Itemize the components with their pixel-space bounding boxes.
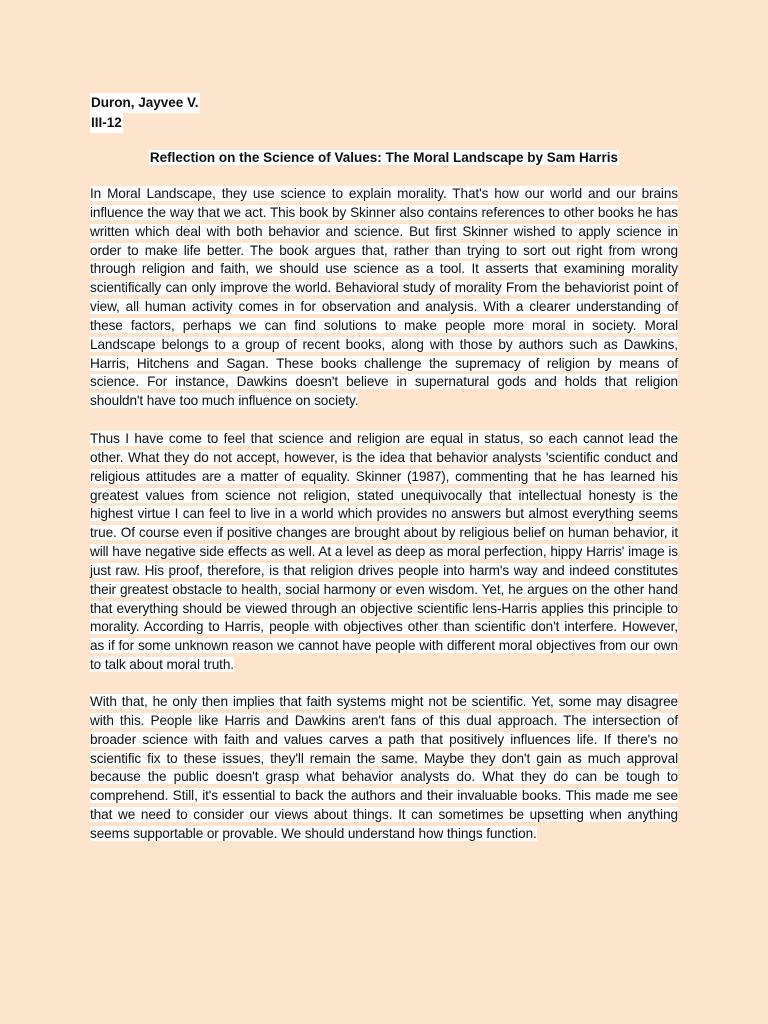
document-title: Reflection on the Science of Values: The Moral Landscape by Sam Harris bbox=[149, 150, 619, 165]
paragraph-3-text: With that, he only then implies that faith systems might not be scientific. Yet, some may disagree with this. People like Harris and Dawkins aren't fans of this dual approach. The intersection of broader science with faith and values carves a path that positively influences life. If there's no scientific fix to these issues, they'll remain the same. Maybe they don't gain as much approval because the public doesn't grasp what behavior analysts do. What they do can be tough to comprehend. Still, it's essential to back the authors and their invaluable books. This made me see that we need to consider our views about things. It can sometimes be upsetting when anything seems supportable or provable. We should understand how things function. bbox=[90, 694, 678, 841]
paragraph-1-text: In Moral Landscape, they use science to explain morality. That's how our world and our brains influence the way that we act. This book by Skinner also contains references to other books he has written which deal with both behavior and science. But first Skinner wished to apply science in order to make life better. The book argues that, rather than trying to sort out right from wrong through religion and faith, we should use science as a tool. It asserts that examining morality scientifically can only improve the world. Behavioral study of morality From the behaviorist point of view, all human activity comes in for observation and analysis. With a clearer understanding of these factors, perhaps we can find solutions to make people more moral in society. Moral Landscape belongs to a group of recent books, along with those by authors such as Dawkins, Harris, Hitchens and Sagan. These books challenge the supremacy of religion by means of science. For instance, Dawkins doesn't believe in supernatural gods and holds that religion shouldn't have too much influence on society. bbox=[90, 186, 678, 409]
paragraph-2 bbox=[90, 430, 678, 675]
document-title-block bbox=[90, 148, 678, 168]
paragraph-1 bbox=[90, 185, 678, 411]
class-section: III-12 bbox=[90, 113, 123, 133]
document-header bbox=[90, 93, 200, 133]
paragraph-2-text: Thus I have come to feel that science and religion are equal in status, so each cannot lead the other. What they do not accept, however, is the idea that behavior analysts 'scientific conduct and religious attitudes are a matter of equality. Skinner (1987), commenting that he has learned his greatest values from science not religion, stated unequivocally that intellectual honesty is the highest virtue I can feel to live in a world which provides no answers but almost everything seems true. Of course even if positive changes are brought about by religious belief on human behavior, it will have negative side effects as well. At a level as deep as moral perfection, hippy Harris' image is just raw. His proof, therefore, is that religion drives people into harm's way and indeed constitutes their greatest obstacle to health, social harmony or even wisdom. Yet, he argues on the other hand that everything should be viewed through an objective scientific lens-Harris applies this principle to morality. According to Harris, people with objectives other than scientific don't interfere. However, as if for some unknown reason we cannot have people with different moral objectives from our own to talk about moral truth. bbox=[90, 431, 678, 673]
author-name: Duron, Jayvee V. bbox=[90, 93, 200, 113]
paragraph-3 bbox=[90, 693, 678, 844]
